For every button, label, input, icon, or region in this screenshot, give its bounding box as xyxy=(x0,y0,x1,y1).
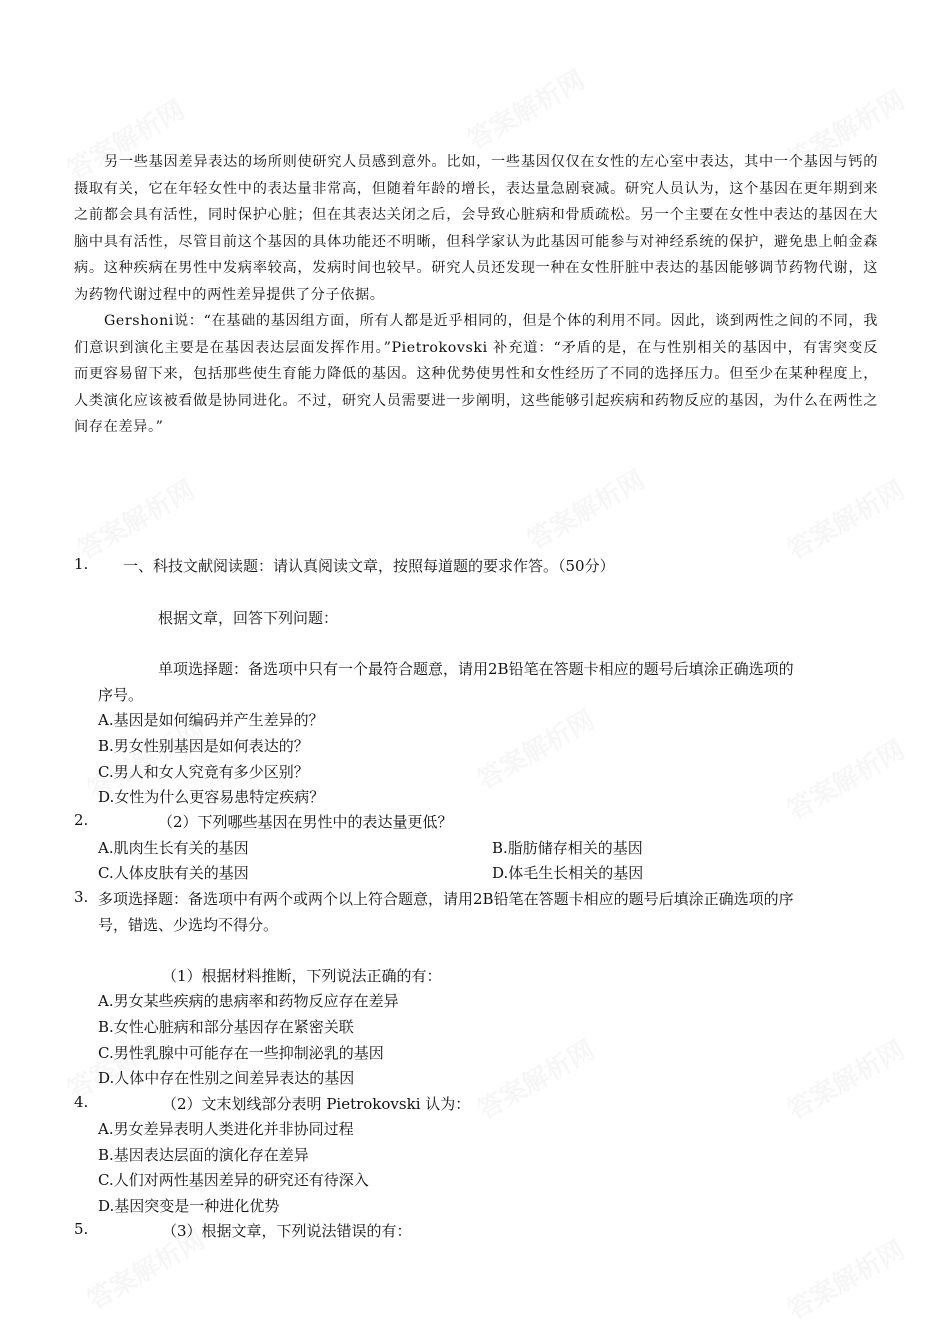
section-title: 一、科技文献阅读题：请认真阅读文章，按照每道题的要求作答。（50分） xyxy=(123,557,615,575)
question-1-instruction-cont: 序号。 xyxy=(98,686,144,704)
q1-option-b: B.男女性别基因是如何表达的？ xyxy=(98,737,309,755)
question-1-prompt: 根据文章，回答下列问题： xyxy=(158,609,339,627)
q4-option-a: A.男女差异表明人类进化并非协同过程 xyxy=(98,1120,354,1138)
watermark xyxy=(779,730,910,827)
passage-paragraph-2: Gershoni说：“在基础的基因组方面，所有人都是近乎相同的，但是个体的利用不同。因此，谈到两性之间的不同，我们意识到演化主要是在基因表达层面发挥作用。”Pietrokovski 补充道：“矛盾的是，在与性别相关的基因中，有害突变反而更容易留下来，包括那些使生育能力降低的基因。这种优势使男性和女性经历了不同的选择压力。但至少在某种程度上，人类演化应该被看做是协同进化。不过，研究人员需要进一步阐明，这些能够引起疾病和药物反应的基因，为什么在两性之间存在差异。” xyxy=(74,313,878,435)
question-3-instruction-cont: 号，错选、少选均不得分。 xyxy=(98,916,279,934)
q4-option-b: B.基因表达层面的演化存在差异 xyxy=(98,1146,309,1164)
question-1-number: 1. xyxy=(74,555,89,573)
watermark xyxy=(69,470,200,567)
watermark xyxy=(779,1030,910,1127)
watermark xyxy=(779,470,910,567)
q2-option-d: D.体毛生长相关的基因 xyxy=(492,864,644,882)
watermark xyxy=(779,1230,910,1327)
q1-option-c: C.男人和女人究竟有多少区别？ xyxy=(98,763,309,781)
q4-option-d: D.基因突变是一种进化优势 xyxy=(98,1197,280,1215)
question-5-stem: （3）根据文章，下列说法错误的有： xyxy=(162,1222,412,1240)
question-3-instruction: 多项选择题：备选项中有两个或两个以上符合题意，请用2B铅笔在答题卡相应的题号后填涂正确选项的序 xyxy=(98,890,794,908)
q4-option-c: C.人们对两性基因差异的研究还有待深入 xyxy=(98,1171,369,1189)
q1-option-a: A.基因是如何编码并产生差异的？ xyxy=(98,711,324,729)
passage-paragraph-1: 另一些基因差异表达的场所则使研究人员感到意外。比如，一些基因仅仅在女性的左心室中表达，其中一个基因与钙的摄取有关，它在年轻女性中的表达量非常高，但随着年龄的增长，表达量急剧衰减。研究人员认为，这个基因在更年期到来之前都会具有活性，同时保护心脏；但在其表达关闭之后，会导致心脏病和骨质疏松。另一个主要在女性中表达的基因在大脑中具有活性，尽管目前这个基因的具体功能还不明晰，但科学家认为此基因可能参与对神经系统的保护，避免患上帕金森病。这种疾病在男性中发病率较高，发病时间也较早。研究人员还发现一种在女性肝脏中表达的基因能够调节药物代谢，这为药物代谢过程中的两性差异提供了分子依据。 xyxy=(74,154,878,303)
question-4-number: 4. xyxy=(74,1093,89,1111)
watermark xyxy=(519,460,650,557)
question-4-stem: （2）文末划线部分表明 Pietrokovski 认为： xyxy=(162,1095,471,1113)
q3-option-d: D.人体中存在性别之间差异表达的基因 xyxy=(98,1069,355,1087)
question-3-number: 3. xyxy=(74,888,89,906)
question-3-stem: （1）根据材料推断，下列说法正确的有： xyxy=(162,967,442,985)
q3-option-a: A.男女某些疾病的患病率和药物反应存在差异 xyxy=(98,992,399,1010)
q3-option-b: B.女性心脏病和部分基因存在紧密关联 xyxy=(98,1018,354,1036)
question-2-number: 2. xyxy=(74,811,89,829)
q2-option-b: B.脂肪储存相关的基因 xyxy=(492,839,643,857)
question-5-number: 5. xyxy=(74,1220,89,1238)
q1-option-d: D.女性为什么更容易患特定疾病？ xyxy=(98,788,325,806)
question-1-instruction: 单项选择题：备选项中只有一个最符合题意，请用2B铅笔在答题卡相应的题号后填涂正确选项的 xyxy=(158,660,794,678)
q2-option-c: C.人体皮肤有关的基因 xyxy=(98,864,249,882)
q3-option-c: C.男性乳腺中可能存在一些抑制泌乳的基因 xyxy=(98,1044,384,1062)
watermark xyxy=(469,700,600,797)
question-2-stem: （2）下列哪些基因在男性中的表达量更低？ xyxy=(158,813,453,831)
q2-option-a: A.肌肉生长有关的基因 xyxy=(98,839,249,857)
reading-passage xyxy=(74,149,878,441)
watermark xyxy=(469,1030,600,1127)
watermark xyxy=(459,60,590,157)
